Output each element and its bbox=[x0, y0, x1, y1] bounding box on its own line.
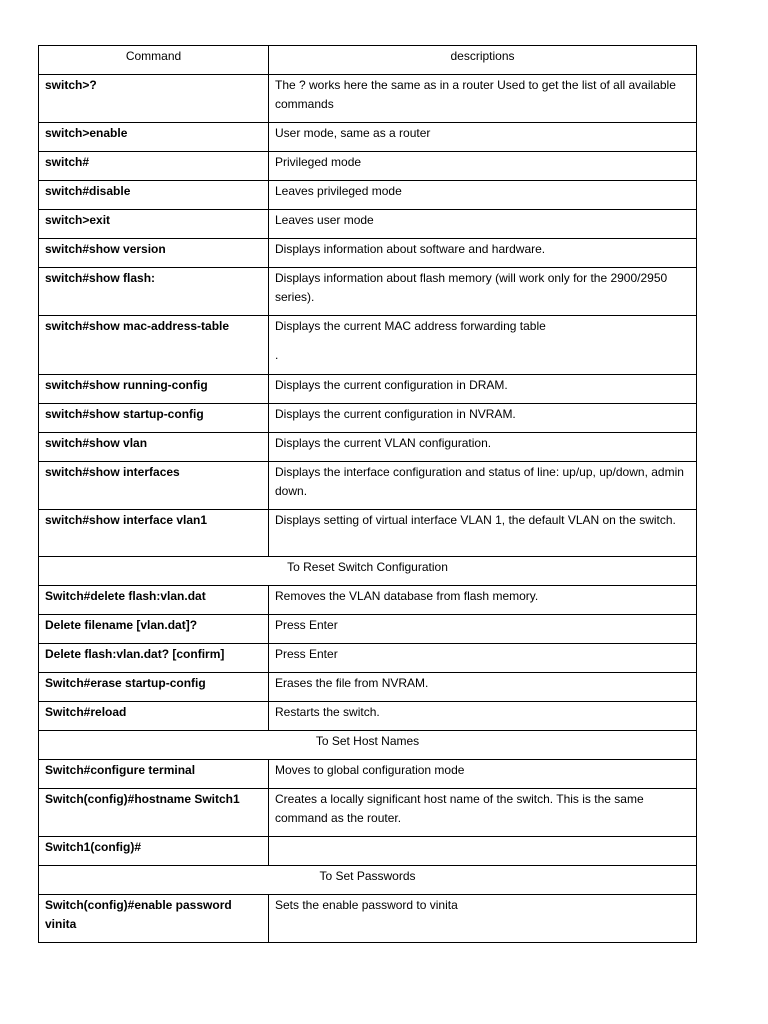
table-row bbox=[39, 702, 697, 731]
section-title: To Reset Switch Configuration bbox=[39, 557, 697, 586]
command-cell: switch#show running-config bbox=[39, 375, 269, 404]
table-row bbox=[39, 644, 697, 673]
table-row bbox=[39, 210, 697, 239]
section-title: To Set Host Names bbox=[39, 731, 697, 760]
table-row bbox=[39, 268, 697, 316]
table-row bbox=[39, 462, 697, 510]
description-cell: Erases the file from NVRAM. bbox=[269, 673, 697, 702]
command-cell: switch#show mac-address-table bbox=[39, 316, 269, 375]
description-cell: Leaves user mode bbox=[269, 210, 697, 239]
description-cell: Restarts the switch. bbox=[269, 702, 697, 731]
column-header-command: Command bbox=[39, 46, 269, 75]
command-cell: switch#show version bbox=[39, 239, 269, 268]
command-cell: Switch#erase startup-config bbox=[39, 673, 269, 702]
description-cell: Displays the current configuration in NVRAM. bbox=[269, 404, 697, 433]
section-row-set-host-names bbox=[39, 731, 697, 760]
table-row bbox=[39, 404, 697, 433]
command-cell: switch#show interfaces bbox=[39, 462, 269, 510]
table-row bbox=[39, 181, 697, 210]
table-row bbox=[39, 75, 697, 123]
description-cell: Privileged mode bbox=[269, 152, 697, 181]
description-cell: Displays the current VLAN configuration. bbox=[269, 433, 697, 462]
description-cell bbox=[269, 316, 697, 375]
description-cell: Leaves privileged mode bbox=[269, 181, 697, 210]
table-row bbox=[39, 789, 697, 837]
command-table bbox=[38, 45, 697, 943]
command-cell: switch>? bbox=[39, 75, 269, 123]
command-cell: switch#show flash: bbox=[39, 268, 269, 316]
section-title: To Set Passwords bbox=[39, 866, 697, 895]
description-extra-text: . bbox=[275, 348, 279, 362]
command-cell: switch#show vlan bbox=[39, 433, 269, 462]
command-cell: switch# bbox=[39, 152, 269, 181]
command-cell: Switch1(config)# bbox=[39, 837, 269, 866]
command-cell: Switch#reload bbox=[39, 702, 269, 731]
table-row bbox=[39, 510, 697, 557]
table-row bbox=[39, 433, 697, 462]
command-cell: Switch#delete flash:vlan.dat bbox=[39, 586, 269, 615]
description-cell: Displays setting of virtual interface VLAN 1, the default VLAN on the switch. bbox=[269, 510, 697, 557]
table-row bbox=[39, 586, 697, 615]
command-cell: switch#disable bbox=[39, 181, 269, 210]
table-row bbox=[39, 895, 697, 943]
description-cell: Press Enter bbox=[269, 644, 697, 673]
description-cell: Removes the VLAN database from flash memory. bbox=[269, 586, 697, 615]
description-cell: Press Enter bbox=[269, 615, 697, 644]
command-cell: switch#show startup-config bbox=[39, 404, 269, 433]
description-cell: Sets the enable password to vinita bbox=[269, 895, 697, 943]
description-cell: Displays information about software and hardware. bbox=[269, 239, 697, 268]
command-cell: switch>exit bbox=[39, 210, 269, 239]
description-cell: Moves to global configuration mode bbox=[269, 760, 697, 789]
description-text: Displays the current MAC address forwarding table bbox=[275, 319, 546, 333]
command-cell: Switch#configure terminal bbox=[39, 760, 269, 789]
command-cell: Switch(config)#enable password vinita bbox=[39, 895, 269, 943]
command-cell: Switch(config)#hostname Switch1 bbox=[39, 789, 269, 837]
section-row-set-passwords bbox=[39, 866, 697, 895]
table-row bbox=[39, 316, 697, 375]
table-row bbox=[39, 837, 697, 866]
description-cell bbox=[269, 837, 697, 866]
command-cell: switch#show interface vlan1 bbox=[39, 510, 269, 557]
table-row bbox=[39, 375, 697, 404]
table-row bbox=[39, 673, 697, 702]
table-row bbox=[39, 615, 697, 644]
description-cell: Creates a locally significant host name of the switch. This is the same command as the router. bbox=[269, 789, 697, 837]
column-header-descriptions: descriptions bbox=[269, 46, 697, 75]
command-cell: switch>enable bbox=[39, 123, 269, 152]
description-cell: Displays the current configuration in DRAM. bbox=[269, 375, 697, 404]
section-row-reset-switch bbox=[39, 557, 697, 586]
description-cell: Displays the interface configuration and status of line: up/up, up/down, admin down. bbox=[269, 462, 697, 510]
table-header-row bbox=[39, 46, 697, 75]
description-cell: User mode, same as a router bbox=[269, 123, 697, 152]
command-cell: Delete flash:vlan.dat? [confirm] bbox=[39, 644, 269, 673]
table-row bbox=[39, 760, 697, 789]
table-row bbox=[39, 239, 697, 268]
description-cell: Displays information about flash memory (will work only for the 2900/2950 series). bbox=[269, 268, 697, 316]
table-row bbox=[39, 123, 697, 152]
description-cell: The ? works here the same as in a router Used to get the list of all available commands bbox=[269, 75, 697, 123]
table-row bbox=[39, 152, 697, 181]
command-cell: Delete filename [vlan.dat]? bbox=[39, 615, 269, 644]
